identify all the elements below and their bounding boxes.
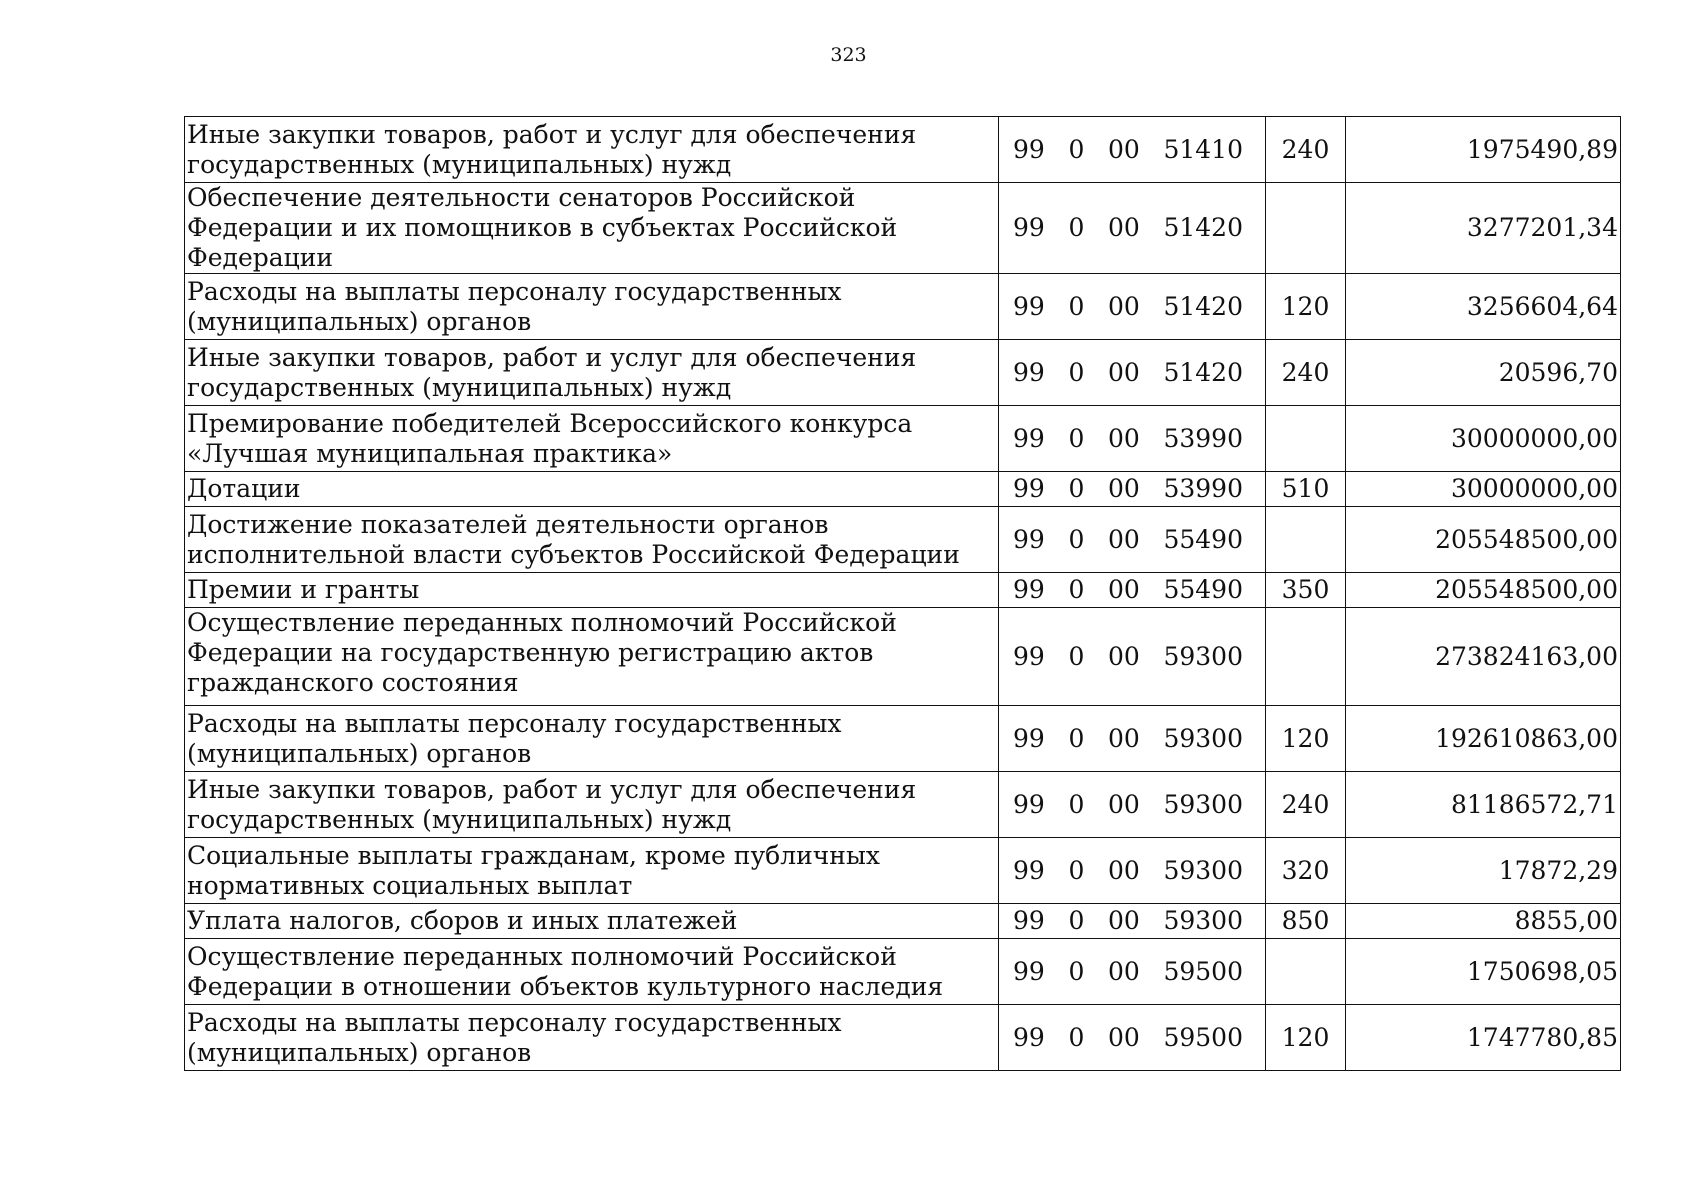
table-row [185, 904, 1621, 939]
code-part: 99 [1013, 357, 1045, 387]
code-part: 59300 [1163, 641, 1243, 671]
code-part: 99 [1013, 524, 1045, 554]
code-part: 00 [1108, 1022, 1140, 1052]
code-part: 0 [1068, 474, 1085, 503]
code-part: 59300 [1163, 723, 1243, 753]
code-part: 59300 [1163, 789, 1243, 819]
table-row [185, 706, 1621, 772]
row-expense-type [1266, 608, 1346, 706]
row-name: Уплата налогов, сборов и иных платежей [185, 904, 999, 939]
code-part: 0 [1068, 956, 1085, 986]
code-part: 99 [1013, 213, 1045, 242]
code-part: 59300 [1163, 906, 1243, 935]
row-name: Осуществление переданных полномочий Российской Федерации в отношении объектов культурного наследия [185, 939, 999, 1005]
table-row [185, 573, 1621, 608]
code-part: 0 [1068, 641, 1085, 671]
row-expense-type: 240 [1266, 340, 1346, 406]
code-part: 0 [1068, 423, 1085, 453]
table-row [185, 117, 1621, 183]
code-part: 59500 [1163, 1022, 1243, 1052]
row-name: Иные закупки товаров, работ и услуг для обеспечения государственных (муниципальных) нужд [185, 117, 999, 183]
row-amount: 3256604,64 [1346, 274, 1621, 340]
code-part: 51420 [1163, 291, 1243, 321]
row-program-code [999, 772, 1266, 838]
code-part: 99 [1013, 575, 1045, 604]
row-expense-type: 120 [1266, 1005, 1346, 1071]
row-name: Достижение показателей деятельности органов исполнительной власти субъектов Российской Федерации [185, 507, 999, 573]
code-part: 59500 [1163, 956, 1243, 986]
table-row [185, 406, 1621, 472]
code-part: 00 [1108, 855, 1140, 885]
row-amount: 1747780,85 [1346, 1005, 1621, 1071]
row-name: Расходы на выплаты персоналу государственных (муниципальных) органов [185, 706, 999, 772]
code-part: 99 [1013, 641, 1045, 671]
code-part: 99 [1013, 291, 1045, 321]
code-part: 0 [1068, 575, 1085, 604]
table-row [185, 838, 1621, 904]
row-amount: 3277201,34 [1346, 183, 1621, 274]
code-part: 51420 [1163, 357, 1243, 387]
table-row [185, 608, 1621, 706]
row-program-code [999, 939, 1266, 1005]
table-row [185, 507, 1621, 573]
table-row [185, 274, 1621, 340]
row-expense-type: 240 [1266, 117, 1346, 183]
code-part: 0 [1068, 1022, 1085, 1052]
code-part: 00 [1108, 641, 1140, 671]
row-program-code [999, 183, 1266, 274]
row-program-code [999, 274, 1266, 340]
row-name: Премии и гранты [185, 573, 999, 608]
page-number: 323 [830, 44, 867, 66]
row-program-code [999, 340, 1266, 406]
row-expense-type: 510 [1266, 472, 1346, 507]
row-amount: 17872,29 [1346, 838, 1621, 904]
code-part: 99 [1013, 956, 1045, 986]
code-part: 00 [1108, 906, 1140, 935]
table-row [185, 1005, 1621, 1071]
row-program-code [999, 573, 1266, 608]
row-expense-type [1266, 939, 1346, 1005]
code-part: 0 [1068, 134, 1085, 164]
row-expense-type: 120 [1266, 706, 1346, 772]
row-expense-type: 120 [1266, 274, 1346, 340]
row-program-code [999, 507, 1266, 573]
row-amount: 192610863,00 [1346, 706, 1621, 772]
code-part: 53990 [1163, 423, 1243, 453]
row-expense-type: 850 [1266, 904, 1346, 939]
row-name: Премирование победителей Всероссийского конкурса «Лучшая муниципальная практика» [185, 406, 999, 472]
row-program-code [999, 904, 1266, 939]
row-program-code [999, 838, 1266, 904]
row-program-code [999, 1005, 1266, 1071]
code-part: 0 [1068, 291, 1085, 321]
row-program-code [999, 608, 1266, 706]
row-amount: 81186572,71 [1346, 772, 1621, 838]
code-part: 99 [1013, 906, 1045, 935]
row-amount: 1750698,05 [1346, 939, 1621, 1005]
row-name: Иные закупки товаров, работ и услуг для обеспечения государственных (муниципальных) нужд [185, 340, 999, 406]
code-part: 00 [1108, 357, 1140, 387]
code-part: 0 [1068, 524, 1085, 554]
code-part: 00 [1108, 956, 1140, 986]
code-part: 99 [1013, 134, 1045, 164]
row-amount: 8855,00 [1346, 904, 1621, 939]
row-name: Расходы на выплаты персоналу государственных (муниципальных) органов [185, 1005, 999, 1071]
code-part: 99 [1013, 855, 1045, 885]
code-part: 0 [1068, 855, 1085, 885]
row-amount: 205548500,00 [1346, 573, 1621, 608]
table-row [185, 939, 1621, 1005]
code-part: 0 [1068, 723, 1085, 753]
code-part: 00 [1108, 213, 1140, 242]
code-part: 00 [1108, 524, 1140, 554]
row-amount: 30000000,00 [1346, 406, 1621, 472]
row-name: Социальные выплаты гражданам, кроме публичных нормативных социальных выплат [185, 838, 999, 904]
row-amount: 1975490,89 [1346, 117, 1621, 183]
row-expense-type: 320 [1266, 838, 1346, 904]
code-part: 0 [1068, 357, 1085, 387]
code-part: 55490 [1163, 575, 1243, 604]
code-part: 0 [1068, 906, 1085, 935]
code-part: 0 [1068, 213, 1085, 242]
code-part: 53990 [1163, 474, 1243, 503]
row-program-code [999, 117, 1266, 183]
row-expense-type: 240 [1266, 772, 1346, 838]
code-part: 00 [1108, 134, 1140, 164]
table-row [185, 340, 1621, 406]
row-amount: 20596,70 [1346, 340, 1621, 406]
code-part: 00 [1108, 291, 1140, 321]
code-part: 99 [1013, 789, 1045, 819]
code-part: 00 [1108, 474, 1140, 503]
code-part: 51410 [1163, 134, 1243, 164]
row-name: Обеспечение деятельности сенаторов Российской Федерации и их помощников в субъектах Российской Федерации [185, 183, 999, 274]
code-part: 00 [1108, 423, 1140, 453]
row-program-code [999, 472, 1266, 507]
row-name: Расходы на выплаты персоналу государственных (муниципальных) органов [185, 274, 999, 340]
code-part: 55490 [1163, 524, 1243, 554]
table-row [185, 183, 1621, 274]
row-name: Иные закупки товаров, работ и услуг для обеспечения государственных (муниципальных) нужд [185, 772, 999, 838]
row-program-code [999, 706, 1266, 772]
row-expense-type [1266, 507, 1346, 573]
row-program-code [999, 406, 1266, 472]
code-part: 99 [1013, 423, 1045, 453]
row-expense-type [1266, 183, 1346, 274]
code-part: 00 [1108, 575, 1140, 604]
code-part: 99 [1013, 474, 1045, 503]
row-name: Осуществление переданных полномочий Российской Федерации на государственную регистрацию актов гражданского состояния [185, 608, 999, 706]
budget-table [184, 116, 1621, 1071]
row-amount: 273824163,00 [1346, 608, 1621, 706]
code-part: 0 [1068, 789, 1085, 819]
row-name: Дотации [185, 472, 999, 507]
row-amount: 30000000,00 [1346, 472, 1621, 507]
code-part: 00 [1108, 789, 1140, 819]
code-part: 99 [1013, 723, 1045, 753]
code-part: 59300 [1163, 855, 1243, 885]
code-part: 51420 [1163, 213, 1243, 242]
table-row [185, 772, 1621, 838]
row-expense-type [1266, 406, 1346, 472]
code-part: 99 [1013, 1022, 1045, 1052]
code-part: 00 [1108, 723, 1140, 753]
row-amount: 205548500,00 [1346, 507, 1621, 573]
table-row [185, 472, 1621, 507]
row-expense-type: 350 [1266, 573, 1346, 608]
